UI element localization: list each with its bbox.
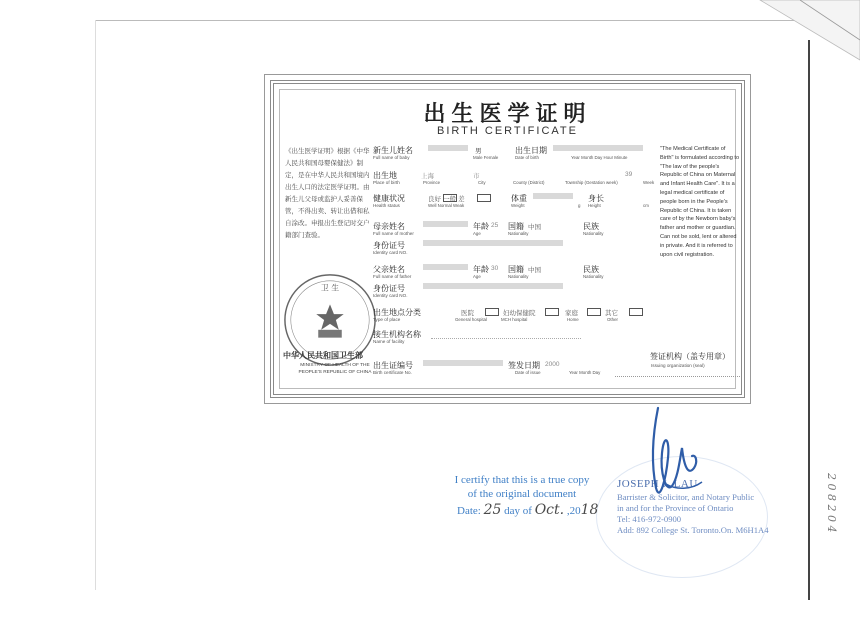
row-facility — [373, 329, 653, 347]
health-normal-box — [477, 194, 491, 202]
type-label-en: Type of place — [373, 317, 401, 322]
notary-title-2: in and for the Province of Ontario — [617, 503, 734, 513]
type-home-en: Home — [567, 317, 579, 322]
page-fold-corner — [740, 0, 860, 80]
mother-nat-label-en: Nationality — [508, 231, 529, 236]
issue-date-label-en: Date of issue — [515, 370, 541, 375]
weight-unit: g — [578, 203, 581, 208]
health-options-en: Well Normal Weak — [428, 203, 465, 208]
baby-name-label-zh: 新生儿姓名 — [373, 146, 413, 155]
type-mch-zh: 妇幼保健院 — [503, 309, 536, 317]
health-label-en: Health status — [373, 203, 400, 208]
gestation-value: 39 — [625, 171, 633, 178]
notary-address: Add: 892 College St. Toronto.On. M6H1A4 — [617, 525, 769, 535]
type-hospital-zh: 医院 — [461, 309, 474, 317]
height-unit: cm — [643, 203, 649, 208]
facility-label-zh: 接生机构名称 — [373, 330, 421, 339]
cert-no-label-en: Birth certificate No. — [373, 370, 412, 375]
dob-label-zh: 出生日期 — [515, 146, 547, 155]
health-label-zh: 健康状况 — [373, 194, 405, 203]
father-age-value: 30 — [491, 265, 499, 272]
facility-line — [431, 337, 581, 339]
handwritten-month: Oct. — [534, 502, 565, 518]
notary-name: JOSEPH J. LAU — [617, 478, 698, 490]
type-hospital-en: General hospital — [455, 317, 487, 322]
week-label: Week — [643, 180, 655, 185]
notary-phone: Tel: 416-972-0900 — [617, 514, 682, 524]
cert-no-label-zh: 出生证编号 — [373, 361, 413, 370]
dob-label-en: Date of birth — [515, 155, 539, 160]
side-note-text: 2 0 8 2 0 4 — [825, 473, 838, 533]
mother-nat-value: 中国 — [528, 223, 541, 231]
father-id-label-en: Identity card NO. — [373, 293, 408, 298]
gestation-label-en: Township (Gestation week) — [565, 180, 618, 185]
sex-label-en: Male Female — [473, 155, 499, 160]
mother-label-zh: 母亲姓名 — [373, 222, 405, 231]
row-mother-id — [373, 240, 653, 258]
city-value: 市 — [473, 173, 480, 180]
redacted-mother-id — [423, 240, 563, 246]
redacted-father-id — [423, 283, 563, 289]
type-other-en: Other — [607, 317, 618, 322]
weight-label-zh: 体重 — [511, 194, 527, 203]
mother-age-label-en: Age — [473, 231, 481, 236]
scan-right-edge — [808, 40, 810, 600]
year-prefix: ,20 — [566, 505, 581, 517]
city-label: City — [478, 180, 486, 185]
certify-line-2: of the original document — [467, 487, 577, 500]
certification-date — [457, 502, 598, 518]
issue-year-value: 2000 — [545, 361, 560, 368]
notary-title-1: Barrister & Solicitor, and Notary Public — [617, 492, 755, 502]
row-father-id — [373, 283, 653, 301]
redacted-father-name — [423, 264, 468, 270]
father-id-label-zh: 身份证号 — [373, 284, 405, 293]
certificate-title-en: BIRTH CERTIFICATE — [437, 125, 578, 137]
svg-text:卫 生: 卫 生 — [320, 283, 340, 293]
row-cert-number — [373, 360, 653, 378]
type-other-box — [629, 308, 643, 316]
issuing-org-line — [615, 375, 740, 377]
issuing-org-label-en: Issuing organization (seal) — [651, 363, 705, 368]
redacted-baby-name — [428, 145, 468, 151]
father-nat-label-zh: 国籍 — [508, 265, 524, 274]
handwritten-side-note — [816, 473, 846, 563]
scan-left-edge — [95, 20, 96, 590]
date-label: Date: — [457, 505, 481, 517]
county-label: County (District) — [513, 180, 545, 185]
notary-signature — [636, 398, 716, 518]
legal-notice-en: "The Medical Certificate of Birth" is formulated according to "The law of the people's Republic of China on Maternal and Infant Health Care". It is a legal medical certificate of people born in the People's Republic of China. It is taken care of by the Newborn baby's father and mother or guardian. Can not be sold, lent or altered in private. And it is referred to upon civil registration. — [660, 146, 740, 258]
issue-date-units: Year Month Day — [569, 370, 601, 375]
type-mch-box — [545, 308, 559, 316]
row-mother — [373, 221, 653, 239]
type-label-zh: 出生地点分类 — [373, 308, 421, 317]
certification-stamp — [432, 474, 612, 501]
province-label: Province — [423, 180, 441, 185]
type-mch-en: MCH hospital — [501, 317, 528, 322]
handwritten-day: 25 — [483, 502, 502, 518]
father-eth-label-en: Nationality — [583, 274, 604, 279]
facility-label-en: Name of facility — [373, 339, 405, 344]
certify-line-1: I certify that this is a true copy — [454, 474, 590, 486]
height-label-zh: 身长 — [588, 194, 604, 203]
day-of-label: day of — [504, 505, 532, 517]
father-age-label-zh: 年龄 — [473, 265, 489, 274]
weight-label-en: Weight — [511, 203, 525, 208]
mother-age-value: 25 — [491, 222, 499, 229]
type-home-box — [587, 308, 601, 316]
mother-nat-label-zh: 国籍 — [508, 222, 524, 231]
province-value: 上海 — [421, 173, 434, 180]
mother-age-label-zh: 年龄 — [473, 222, 489, 231]
type-home-zh: 家庭 — [565, 309, 578, 317]
redacted-dob — [553, 145, 643, 151]
redacted-mother-name — [423, 221, 468, 227]
type-hospital-box — [485, 308, 499, 316]
row-health-status — [373, 193, 653, 211]
height-label-en: Height — [588, 203, 601, 208]
mother-id-label-en: Identity card NO. — [373, 250, 408, 255]
health-well-box — [443, 194, 457, 202]
row-father — [373, 264, 653, 282]
sex-value: 男 — [475, 147, 482, 155]
legal-notice-zh: 《出生医学证明》根据《中华人民共和国母婴保健法》制定，是在中华人民共和国境内出生人口的法定医学证明。由新生儿父母或监护人妥善保管，不得出卖、转让出借和私自涂改。申报出生登记时交户籍部门查验。 — [285, 147, 370, 239]
father-eth-label-zh: 民族 — [583, 265, 599, 274]
place-label-zh: 出生地 — [373, 171, 397, 180]
father-nat-label-en: Nationality — [508, 274, 529, 279]
father-label-zh: 父亲姓名 — [373, 265, 405, 274]
ministry-name-zh: 中华人民共和国卫生部 — [283, 350, 363, 360]
redacted-cert-number — [423, 360, 503, 366]
row-baby-name — [373, 145, 653, 163]
place-label-en: Place of birth — [373, 180, 400, 185]
type-other-zh: 其它 — [605, 309, 618, 317]
certificate-title-zh: 出生医学证明 — [423, 101, 592, 127]
handwritten-year: 18 — [580, 502, 599, 518]
mother-label-en: Full name of mother — [373, 231, 414, 236]
birth-certificate — [264, 74, 751, 404]
dob-units: Year Month Day Hour Minute — [571, 155, 628, 160]
father-age-label-en: Age — [473, 274, 481, 279]
issue-date-label-zh: 签发日期 — [508, 361, 540, 370]
health-options-zh: 良好 一般 差 — [428, 195, 465, 203]
mother-eth-label-zh: 民族 — [583, 222, 599, 231]
baby-name-label-en: Full name of baby — [373, 155, 410, 160]
mother-id-label-zh: 身份证号 — [373, 241, 405, 250]
mother-eth-label-en: Nationality — [583, 231, 604, 236]
scan-top-edge — [95, 20, 800, 21]
ministry-name-en: MINISTRY OF HEALTH OF THE PEOPLE'S REPUBLIC OF CHINA — [298, 363, 372, 375]
redacted-weight — [533, 193, 573, 199]
row-place-of-birth — [373, 170, 653, 188]
father-label-en: Full name of father — [373, 274, 412, 279]
issuing-org-label-zh: 签证机构（盖专用章） — [650, 352, 730, 361]
row-type-of-place — [373, 307, 653, 325]
father-nat-value: 中国 — [528, 266, 541, 274]
